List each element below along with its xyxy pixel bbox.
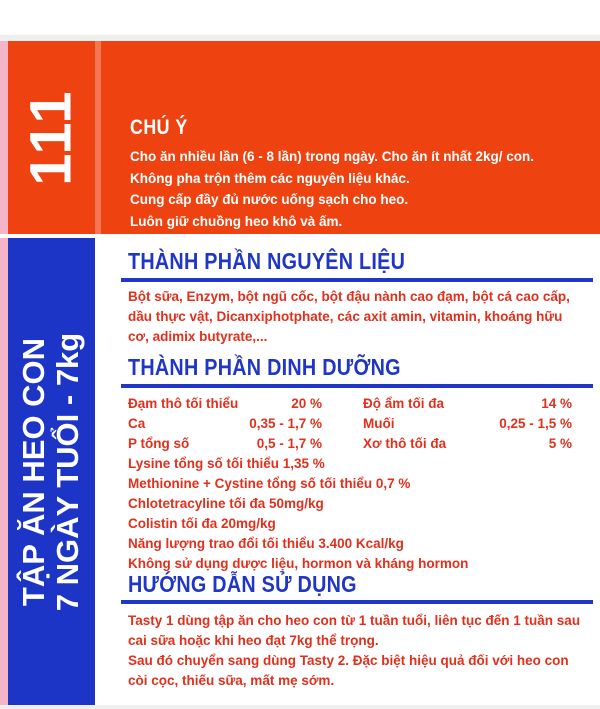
ingredients-title: THÀNH PHẦN NGUYÊN LIỆU [128, 248, 406, 274]
nutrition-value: 14 % [541, 396, 572, 411]
usage-line: Sau đó chuyển sang dùng Tasty 2. Đặc biệt hiệu quả đối với heo con [128, 653, 569, 668]
ingredients-underline [121, 278, 593, 282]
nutrition-label: Độ ẩm tối đa [363, 396, 445, 411]
nutrition-label: Ca [128, 416, 146, 431]
usage-line: Tasty 1 dùng tập ăn cho heo con từ 1 tuần tuổi, liên tục đến 1 tuần sau [128, 613, 581, 628]
notes-line: Cho ăn nhiều lần (6 - 8 lần) trong ngày. Cho ăn ít nhất 2kg/ con. [130, 149, 535, 164]
nutrition-label: Muối [363, 416, 395, 431]
nutrition-label: Đạm thô tối thiểu [128, 396, 239, 411]
usage-line: còi cọc, thiếu sữa, mất mẹ sớm. [128, 673, 335, 688]
ingredients-line: cơ, adimix butyrate,... [128, 329, 268, 344]
product-code: 111 [19, 89, 84, 186]
nutrition-value: 0,5 - 1,7 % [256, 436, 322, 451]
nutrition-line: Methionine + Cystine tổng số tối thiểu 0,7 % [128, 476, 411, 491]
notes-line: Cung cấp đầy đủ nước uống sạch cho heo. [130, 192, 409, 207]
ingredients-line: Bột sữa, Enzym, bột ngũ cốc, bột đậu nành cao đạm, bột cá cao cấp, [128, 289, 570, 304]
code-divider-strip [95, 41, 101, 234]
usage-title: HƯỚNG DẪN SỬ DỤNG [128, 571, 357, 597]
nutrition-row [128, 436, 572, 457]
notes-line: Luôn giữ chuồng heo khô và ấm. [130, 213, 343, 229]
product-name-line: TẬP ĂN HEO CON [16, 337, 51, 607]
usage-underline [121, 600, 593, 604]
nutrition-value: 0,25 - 1,5 % [499, 416, 572, 431]
nutrition-row [128, 396, 572, 417]
nutrition-value: 20 % [291, 396, 322, 411]
nutrition-underline [121, 384, 593, 388]
ingredients-line: dầu thực vật, Dicanxiphotphate, các axit amin, vitamin, khoáng hữu [128, 309, 563, 324]
nutrition-label: Xơ thô tối đa [363, 436, 447, 451]
usage-line: cai sữa hoặc khi heo đạt 7kg thể trọng. [128, 633, 379, 648]
product-name-line: 7 NGÀY TUỔI - 7kg [50, 332, 85, 612]
nutrition-label: P tổng số [128, 436, 190, 451]
product-name [17, 333, 85, 612]
notes-line: Không pha trộn thêm các nguyên liệu khác. [130, 170, 410, 186]
notes-section [130, 116, 590, 232]
nutrition-title: THÀNH PHẦN DINH DƯỠNG [128, 354, 401, 380]
nutrition-line: Chlotetracyline tối đa 50mg/kg [128, 496, 324, 511]
nutrition-line: Năng lượng trao đổi tối thiểu 3.400 Kcal/kg [128, 536, 404, 551]
product-code-box [8, 41, 95, 234]
nutrition-line: Lysine tổng số tối thiểu 1,35 % [128, 456, 325, 471]
notes-title: CHÚ Ý [130, 116, 188, 139]
nutrition-value: 5 % [548, 436, 572, 451]
nutrition-line: Colistin tối đa 20mg/kg [128, 516, 276, 531]
nutrition-line: Không sử dụng dược liệu, hormon và kháng hormon [128, 556, 469, 571]
bottom-guide-strip [0, 705, 600, 709]
left-edge-strip [0, 41, 8, 708]
nutrition-row [128, 416, 572, 437]
label-content [101, 238, 600, 709]
nutrition-value: 0,35 - 1,7 % [249, 416, 322, 431]
